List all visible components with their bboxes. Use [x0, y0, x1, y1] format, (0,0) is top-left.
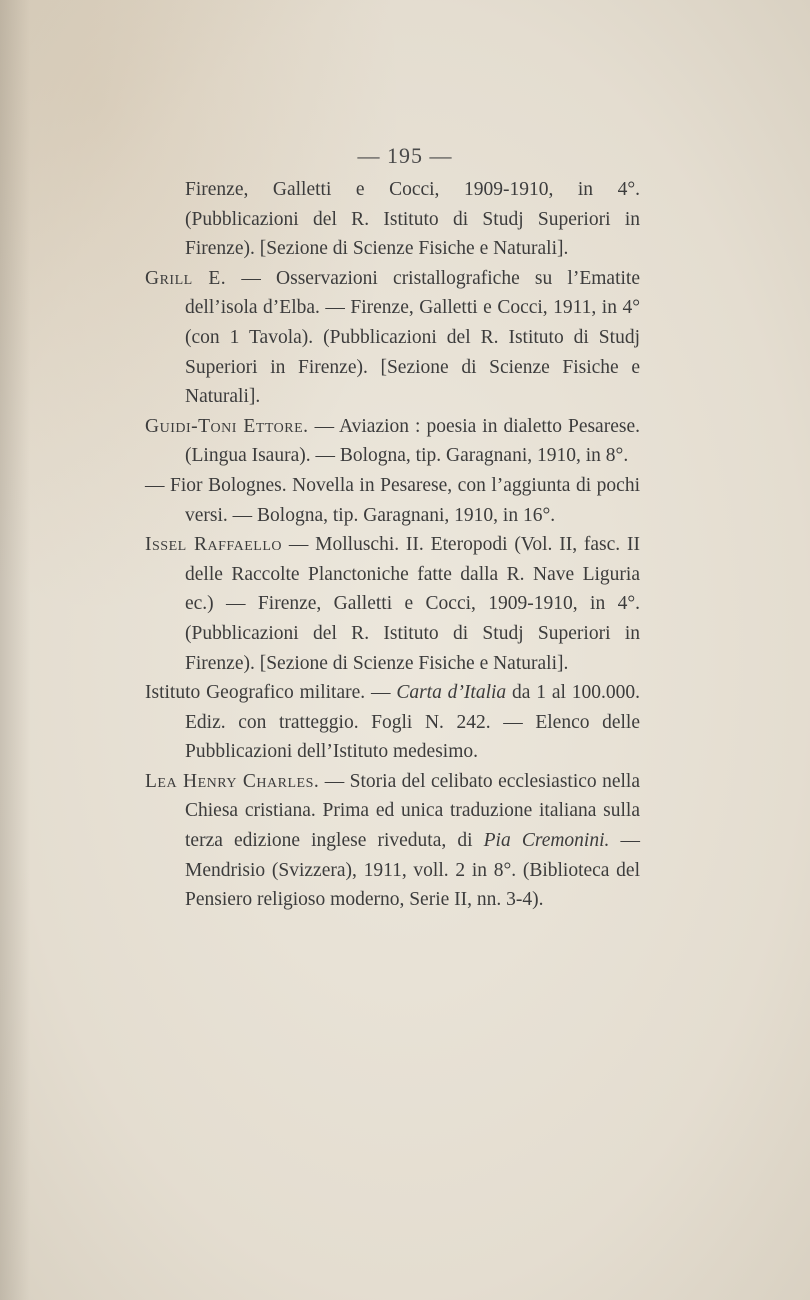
entry-author: Issel Raffaello	[145, 534, 283, 556]
entry-italic-translator: Pia Cremonini.	[483, 830, 610, 852]
entry-lea	[145, 767, 640, 915]
entry-text-pre: —	[365, 682, 397, 704]
entry-author: Lea Henry Charles.	[145, 770, 320, 792]
entry-author: Grill E.	[145, 267, 227, 289]
page-fold-shadow	[0, 0, 30, 1300]
entry-text: — Osservazioni cristallografiche su l’Ematite dell’isola d’Elba. — Firenze, Galletti e Cocci, 1911, in 4° (con 1 Tavola). (Pubblicazioni del R. Istituto di Studj Superiori in Firenze). [Sezione di Scienze Fisiche e Naturali].	[185, 267, 640, 408]
page-number: — 195 —	[357, 143, 453, 168]
entry-text-pre: — Storia del celibato ecclesiastico nella Chiesa cristiana. Prima ed unica traduzione italiana sulla terza edizione inglese riveduta, di	[185, 770, 640, 852]
entry-text: Firenze, Galletti e Cocci, 1909-1910, in 4°. (Pubblicazioni del R. Istituto di Studj Superiori in Firenze). [Sezione di Scienze Fisiche e Naturali].	[185, 179, 640, 260]
entry-author: Guidi-Toni Ettore.	[145, 415, 309, 437]
entry-continuation	[145, 175, 640, 264]
entry-text: Fior Bolognes. Novella in Pesarese, con l’aggiunta di pochi versi. — Bologna, tip. Garagnani, 1910, in 16°.	[164, 474, 640, 526]
entry-text: — Aviazion : poesia in dialetto Pesarese. (Lingua Isaura). — Bologna, tip. Garagnani, 1910, in 8°.	[185, 415, 640, 467]
entry-text: da 1 al 100.000. Ediz. con tratteggio. Fogli N. 242. — Elenco delle Pubblicazioni dell’Istituto medesimo.	[185, 682, 640, 763]
entry-guidi-toni-fior	[145, 471, 640, 530]
entry-text: — Molluschi. II. Eteropodi (Vol. II, fasc. II delle Raccolte Planctoniche fatte dalla R. Nave Liguria ec.) — Firenze, Galletti e Cocci, 1909-1910, in 4°. (Pubblicazioni del R. Istituto di Studj Superiori in Firenze). [Sezione di Scienze Fisiche e Naturali].	[185, 534, 640, 674]
entry-author: Istituto Geografico militare.	[145, 682, 366, 704]
entry-istituto-geografico	[145, 678, 640, 767]
entry-text: — Mendrisio (Svizzera), 1911, voll. 2 in 8°. (Biblioteca del Pensiero religioso moderno, Serie II, nn. 3-4).	[185, 830, 641, 911]
bibliography-text	[145, 175, 640, 915]
entry-author-dash: —	[145, 474, 165, 496]
entry-grill	[145, 264, 640, 412]
entry-guidi-toni	[145, 412, 640, 471]
entry-issel	[145, 530, 640, 678]
entry-italic-title: Carta d’Italia	[396, 682, 507, 704]
